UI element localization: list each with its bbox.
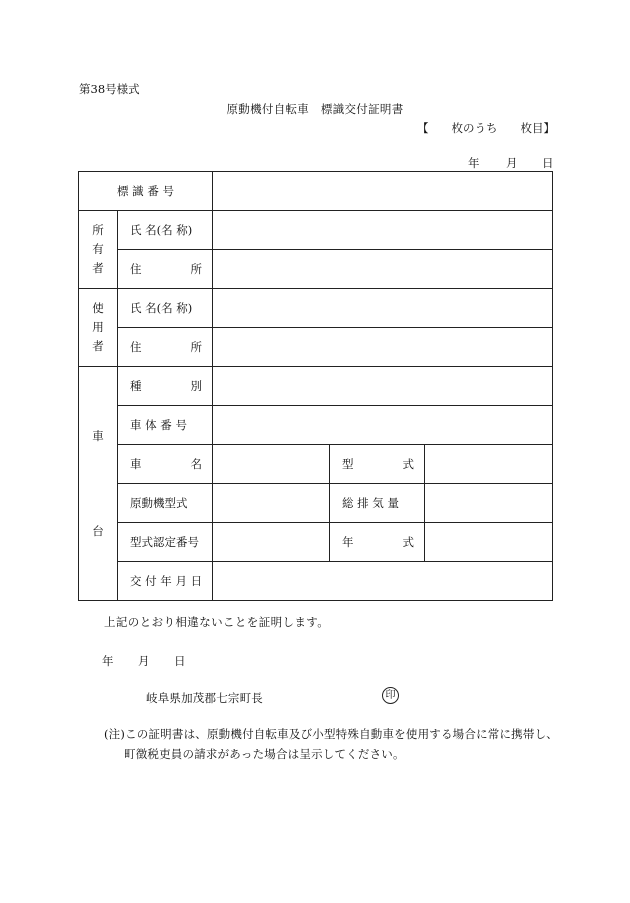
vehicle-type-label: 種 別 <box>118 367 213 406</box>
frame-number-row <box>79 406 553 445</box>
model-year-value[interactable] <box>425 523 553 562</box>
vehicle-type-value[interactable] <box>213 367 553 406</box>
plate-number-label: 標 識 番 号 <box>79 172 213 211</box>
plate-number-row <box>79 172 553 211</box>
note-line-2: 町徴税吏員の請求があった場合は呈示してください。 <box>124 747 405 761</box>
owner-name-label: 氏 名(名 称) <box>118 211 213 250</box>
user-name-row <box>79 289 553 328</box>
engine-model-value[interactable] <box>213 484 330 523</box>
engine-model-row <box>79 484 553 523</box>
model-year-label: 年 式 <box>330 523 425 562</box>
day-label: 日 <box>174 654 186 668</box>
user-name-label: 氏 名(名 称) <box>118 289 213 328</box>
certification-date <box>102 653 186 669</box>
year-label: 年 <box>102 654 114 668</box>
owner-address-row <box>79 250 553 289</box>
form-number: 第38号様式 <box>79 82 140 96</box>
frame-number-value[interactable] <box>213 406 553 445</box>
type-approval-row <box>79 523 553 562</box>
certificate-table <box>78 171 553 601</box>
year-label: 年 <box>468 156 480 170</box>
document-title: 原動機付自転車 標識交付証明書 <box>226 102 404 116</box>
owner-name-row <box>79 211 553 250</box>
mayor-title: 岐阜県加茂郡七宗町長 <box>146 691 263 705</box>
user-address-value[interactable] <box>213 328 553 367</box>
car-name-label: 車 名 <box>118 445 213 484</box>
note-line-1: (注)この証明書は、原動機付自転車及び小型特殊自動車を使用する場合に常に携帯し、 <box>104 727 558 741</box>
displacement-label: 総 排 気 量 <box>330 484 425 523</box>
user-address-row <box>79 328 553 367</box>
issue-date-line <box>468 155 554 171</box>
issue-date-label: 交 付 年 月 日 <box>118 562 213 601</box>
user-group-label: 使 用 者 <box>79 289 118 367</box>
car-name-value[interactable] <box>213 445 330 484</box>
type-approval-value[interactable] <box>213 523 330 562</box>
issue-date-row <box>79 562 553 601</box>
seal-mark: 印 <box>382 687 399 704</box>
vehicle-group-label: 車 台 <box>79 367 118 601</box>
certification-statement: 上記のとおり相違ないことを証明します。 <box>104 615 330 629</box>
engine-model-label: 原動機型式 <box>118 484 213 523</box>
month-label: 月 <box>138 654 150 668</box>
frame-number-label: 車 体 番 号 <box>118 406 213 445</box>
month-label: 月 <box>506 156 518 170</box>
owner-group-label: 所 有 者 <box>79 211 118 289</box>
sheet-count: 【 枚のうち 枚目】 <box>417 121 555 135</box>
day-label: 日 <box>542 156 554 170</box>
displacement-value[interactable] <box>425 484 553 523</box>
model-label: 型 式 <box>330 445 425 484</box>
issue-date-value[interactable] <box>213 562 553 601</box>
user-address-label: 住 所 <box>118 328 213 367</box>
type-approval-label: 型式認定番号 <box>118 523 213 562</box>
car-name-row <box>79 445 553 484</box>
plate-number-value[interactable] <box>213 172 553 211</box>
owner-address-label: 住 所 <box>118 250 213 289</box>
model-value[interactable] <box>425 445 553 484</box>
owner-name-value[interactable] <box>213 211 553 250</box>
user-name-value[interactable] <box>213 289 553 328</box>
owner-address-value[interactable] <box>213 250 553 289</box>
vehicle-type-row <box>79 367 553 406</box>
